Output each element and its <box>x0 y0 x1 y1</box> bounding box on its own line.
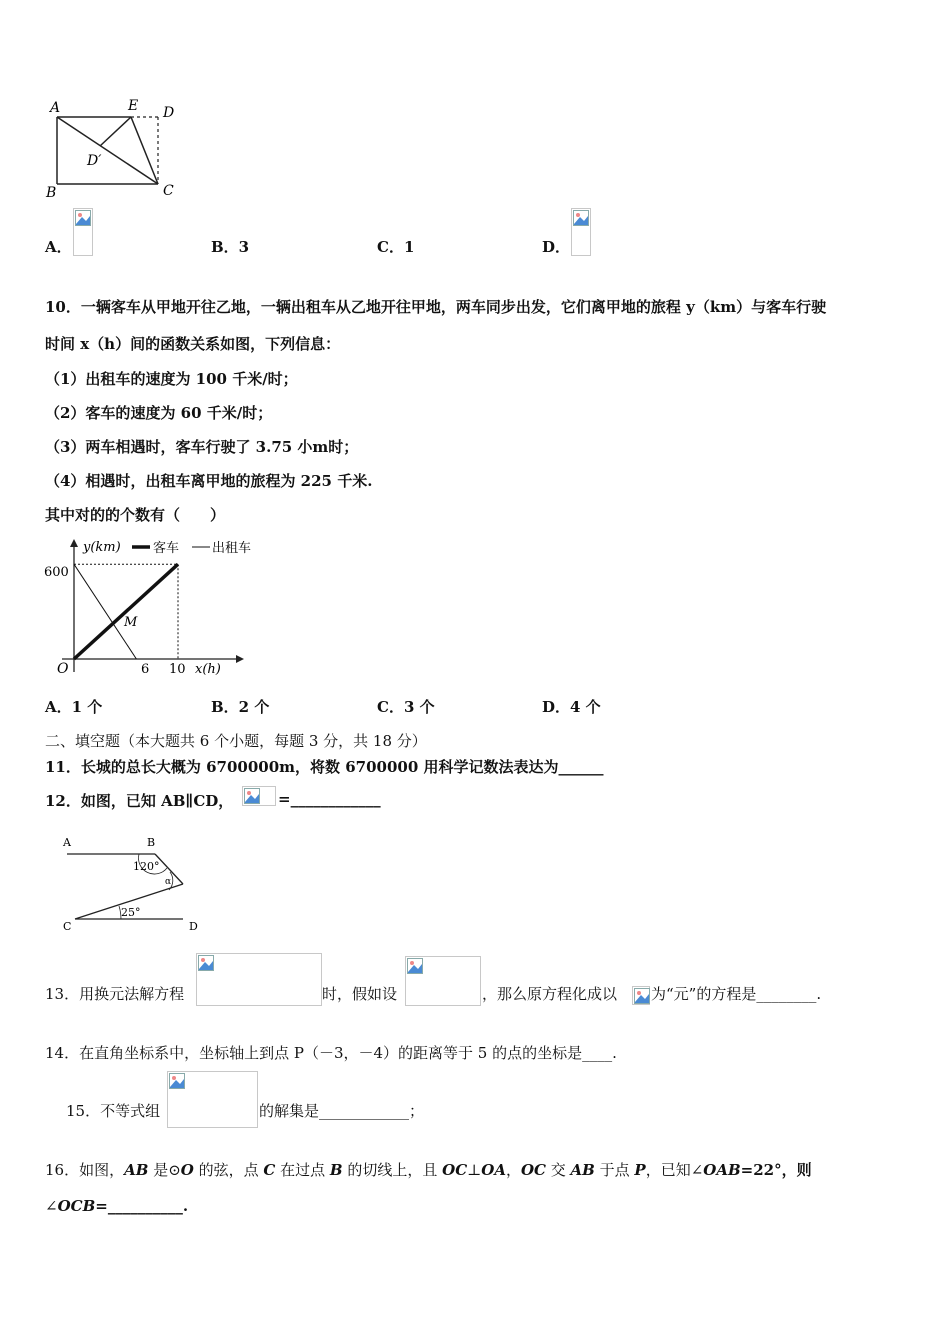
q16-text: 交 <box>546 1161 571 1179</box>
q13-part3: ，那么原方程化成以 <box>482 985 618 1003</box>
q9-option-b: B．3 <box>211 238 250 256</box>
q13-variable-image <box>632 986 650 1005</box>
q16-line2 <box>45 1197 188 1215</box>
q16-text: 的弦，点 <box>193 1161 264 1179</box>
fig12-angle-25: 25° <box>121 906 141 919</box>
q10-option-c: C．3 个 <box>377 698 435 716</box>
fig12-angle-120: 120° <box>133 860 160 873</box>
fig9-label-c: C <box>163 183 174 199</box>
q15-part1: 15．不等式组 <box>66 1102 161 1120</box>
q16-var: O <box>180 1161 194 1179</box>
q10-info-4: （4）相遇时，出租车离甲地的旅程为 225 千米. <box>45 472 373 490</box>
q16-text: 16．如图， <box>45 1161 125 1179</box>
broken-image-icon <box>573 210 589 226</box>
q12-text-before: 12．如图，已知 AB∥CD， <box>45 792 234 810</box>
q16-text: =__________. <box>95 1197 189 1215</box>
q16-text: ，已知∠ <box>645 1161 704 1179</box>
q16-var: OC <box>442 1161 468 1179</box>
q16-text: ∠ <box>45 1197 58 1215</box>
q16-text: ⊥ <box>467 1161 482 1179</box>
fig12-angle-alpha: α <box>165 877 172 887</box>
q10-info-2: （2）客车的速度为 60 千米/时； <box>45 404 273 422</box>
broken-image-icon <box>634 988 650 1004</box>
q10-chart <box>40 535 270 680</box>
q9-figure <box>40 95 190 205</box>
q16-var: P <box>634 1161 646 1179</box>
q12-formula-image <box>242 786 276 806</box>
fig9-label-d-prime: D′ <box>87 153 102 169</box>
q10-info-1: （1）出租车的速度为 100 千米/时； <box>45 370 298 388</box>
y-axis-arrow <box>70 539 78 547</box>
series-bus-line <box>74 564 178 659</box>
q10-option-d: D．4 个 <box>542 698 601 716</box>
chart-ylabel: y(km) <box>83 540 121 555</box>
q15-inequality-image <box>167 1071 258 1128</box>
broken-image-icon <box>75 210 91 226</box>
legend-label-bus: 客车 <box>153 541 180 556</box>
chart-x-tick-6: 6 <box>141 662 150 677</box>
legend-label-taxi: 出租车 <box>212 541 252 556</box>
broken-image-icon <box>407 958 423 974</box>
broken-image-icon <box>169 1073 185 1089</box>
fig9-label-d: D <box>163 105 175 121</box>
q11-text: 11．长城的总长大概为 6700000m，将数 6700000 用科学记数法表达为______ <box>45 758 604 776</box>
chart-x-tick-10: 10 <box>169 662 186 677</box>
broken-image-icon <box>244 788 260 804</box>
q16-line1 <box>45 1159 812 1180</box>
q9-option-c: C．1 <box>377 238 415 256</box>
q15-part2: 的解集是____________； <box>259 1102 425 1120</box>
q16-var: OA <box>481 1161 506 1179</box>
fig12-label-d: D <box>189 920 198 933</box>
chart-origin-label: O <box>57 661 69 677</box>
q16-var: OAB <box>703 1161 741 1179</box>
q13-substitution-image <box>405 956 481 1006</box>
fig9-label-b: B <box>46 185 57 201</box>
fig9-label-a: A <box>50 100 61 116</box>
q16-text: 于点 <box>594 1161 635 1179</box>
q16-var: AB <box>570 1161 595 1179</box>
x-axis-arrow <box>236 655 244 663</box>
fig9-label-e: E <box>128 98 139 114</box>
q16-text: 的切线上，且 <box>342 1161 443 1179</box>
chart-point-label-m: M <box>124 615 138 630</box>
fig12-label-a: A <box>63 836 71 849</box>
q16-var: OC <box>520 1161 546 1179</box>
q10-info-3: （3）两车相遇时，客车行驶了 3.75 小ⅿ时； <box>45 438 359 456</box>
q16-var: AB <box>124 1161 149 1179</box>
q9-option-d: D． <box>542 238 571 256</box>
q10-option-a: A．1 个 <box>45 698 103 716</box>
q10-option-b: B．2 个 <box>211 698 270 716</box>
q13-part2: 时，假如设 <box>322 985 398 1003</box>
q12-text-after: =____________ <box>278 790 381 808</box>
q9-option-d-image <box>571 208 591 256</box>
q16-var: B <box>329 1161 343 1179</box>
q13-part4: 为“元”的方程是________. <box>651 985 822 1003</box>
q10-stem-line2: 时间 x（h）间的函数关系如图，下列信息： <box>45 335 341 353</box>
section-heading: 二、填空题（本大题共 6 个小题，每题 3 分，共 18 分） <box>45 732 427 750</box>
q16-text: 是⊙ <box>148 1161 181 1179</box>
broken-image-icon <box>198 955 214 971</box>
q9-option-a-image <box>73 208 93 256</box>
q16-text: =22°，则 <box>740 1161 812 1179</box>
q13-part1: 13．用换元法解方程 <box>45 985 185 1003</box>
q9-option-a: A． <box>45 238 72 256</box>
chart-xlabel: x(h) <box>195 662 221 677</box>
fig12-label-b: B <box>147 836 156 849</box>
q13-equation-image <box>196 953 322 1006</box>
q12-figure <box>55 832 215 937</box>
q16-text: 在过点 <box>275 1161 330 1179</box>
q14-text: 14．在直角坐标系中，坐标轴上到点 P（－3，－4）的距离等于 5 的点的坐标是____. <box>45 1044 617 1062</box>
q16-var: C <box>263 1161 276 1179</box>
fig12-label-c: C <box>63 920 72 933</box>
chart-y-tick-600: 600 <box>44 565 69 580</box>
q10-question: 其中对的的个数有（ ） <box>45 506 226 524</box>
q16-var: OCB <box>57 1197 96 1215</box>
q16-text: ， <box>505 1161 521 1179</box>
q10-stem-line1: 10．一辆客车从甲地开往乙地，一辆出租车从乙地开往甲地，两车同步出发，它们离甲地的旅程 y（km）与客车行驶 <box>45 298 827 316</box>
